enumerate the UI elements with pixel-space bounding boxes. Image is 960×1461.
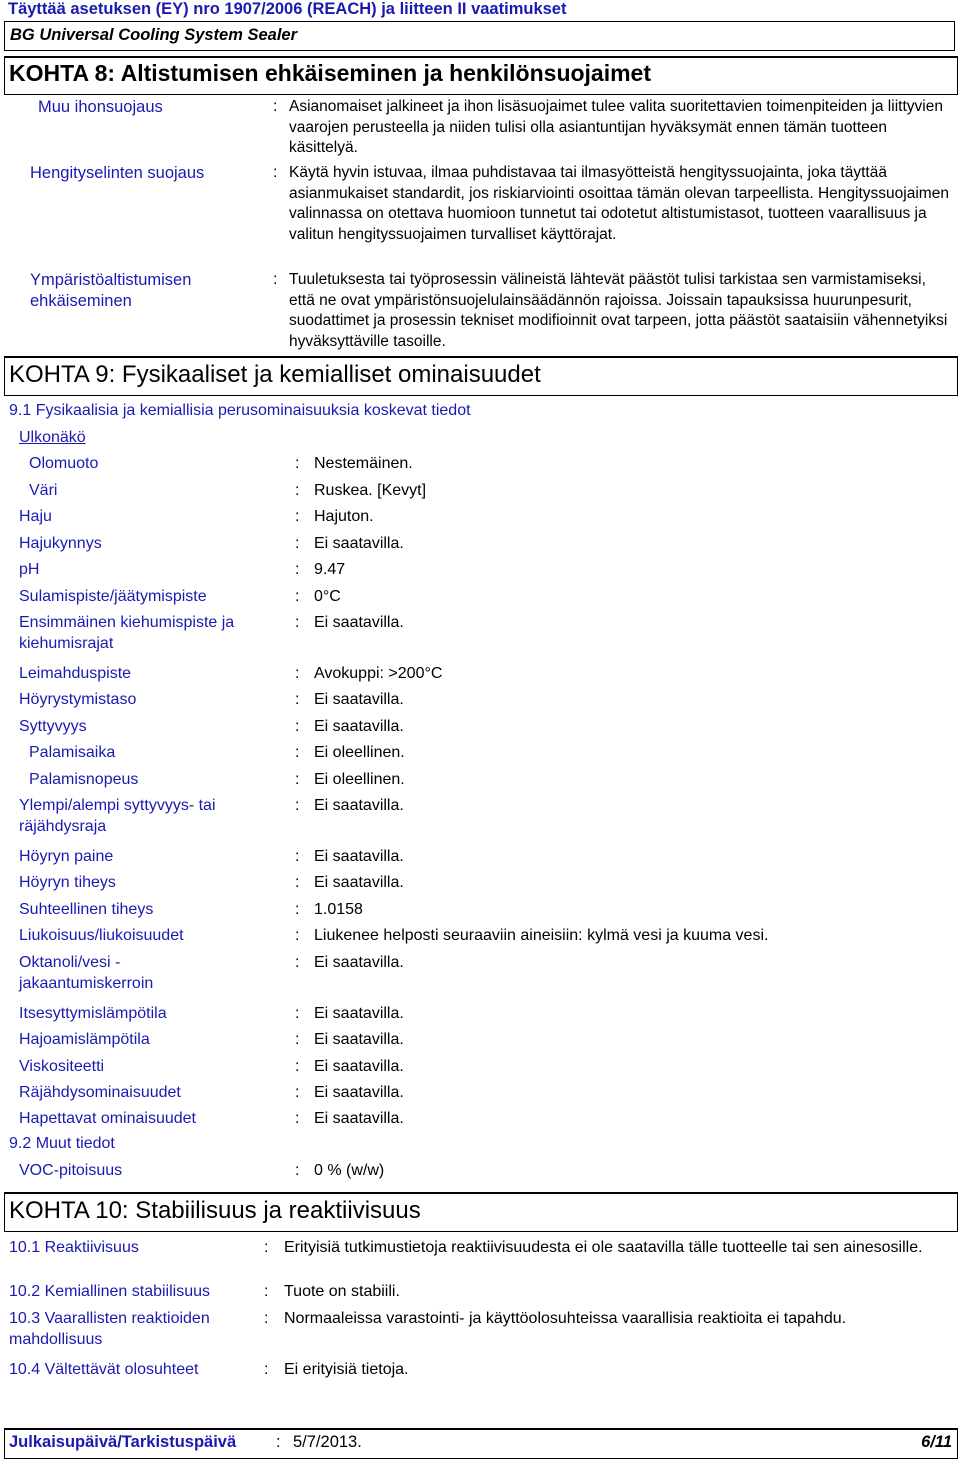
label-ph: pH [19, 561, 40, 578]
value-burning-rate: Ei oleellinen. [314, 771, 405, 788]
value-burning-time: Ei oleellinen. [314, 744, 405, 761]
colon: : [273, 271, 278, 288]
value-environmental-exposure: Tuuletuksesta tai työprosessin välineistä lähtevät päästöt tulisi tarkistaa sen varmistamiseksi, että ne ovat ympäristönsuojelulainsäädännön rajoissa. Joissain tapauksissa huurunpesurit, suodattimet ja prosessin tekniset modifioinnit ovat tarpeen, jotta päästöt saataisiin vähennetyiksi hyväksyttäville tasoille. [289, 271, 948, 350]
label-viscosity: Viskositeetti [19, 1058, 105, 1075]
colon: : [273, 98, 278, 115]
label-flammability: Syttyvyys [19, 718, 87, 735]
label-decomposition-temperature: Hajoamislämpötila [19, 1031, 150, 1048]
colon: : [295, 901, 300, 918]
colon: : [295, 1162, 300, 1179]
colon: : [295, 848, 300, 865]
label-environmental-exposure: Ympäristöaltistumisen ehkäiseminen [30, 271, 192, 310]
label-hazardous-reactions: 10.3 Vaarallisten reaktioiden mahdollisuus [9, 1310, 210, 1348]
colon: : [295, 718, 300, 735]
label-partition-coefficient: Oktanoli/vesi - jakaantumiskerroin [19, 954, 154, 992]
label-autoignition-temperature: Itsesyttymislämpötila [19, 1005, 167, 1022]
colon: : [295, 508, 300, 525]
value-explosion-limits: Ei saatavilla. [314, 797, 404, 814]
subsection-9-1: 9.1 Fysikaalisia ja kemiallisia perusominaisuuksia koskevat tiedot [9, 402, 471, 419]
value-vapor-density: Ei saatavilla. [314, 874, 404, 891]
label-oxidizing-properties: Hapettavat ominaisuudet [19, 1110, 196, 1127]
value-relative-density: 1.0158 [314, 901, 363, 918]
value-boiling-point: Ei saatavilla. [314, 614, 404, 631]
value-respiratory-protection: Käytä hyvin istuvaa, ilmaa puhdistavaa tai ilmasyötteistä hengityssuojainta, joka täyttää asianmukaiset standardit, jos riskiarviointi osoittaa tämän olevan tarpeellista. Hengityssuojaimen valinnassa on otettava huomioon tunnetut tai odotetut altistumistasot, tuotteen vaarallisuus ja valitun hengityssuojaimen turvalliset käyttörajat. [289, 164, 949, 243]
colon: : [295, 588, 300, 605]
colon: : [295, 1084, 300, 1101]
value-chemical-stability: Tuote on stabiili. [284, 1283, 400, 1300]
label-color: Väri [29, 482, 58, 499]
value-viscosity: Ei saatavilla. [314, 1058, 404, 1075]
product-name: BG Universal Cooling System Sealer [10, 26, 298, 44]
value-partition-coefficient: Ei saatavilla. [314, 954, 404, 971]
label-evaporation-rate: Höyrystymistaso [19, 691, 137, 708]
colon: : [276, 1433, 281, 1451]
label-explosive-properties: Räjähdysominaisuudet [19, 1084, 181, 1101]
colon: : [295, 482, 300, 499]
label-solubility: Liukoisuus/liukoisuudet [19, 927, 184, 944]
colon: : [295, 771, 300, 788]
revision-date: 5/7/2013. [293, 1433, 362, 1451]
section-10-title: KOHTA 10: Stabiilisuus ja reaktiivisuus [9, 1197, 421, 1224]
value-solubility: Liukenee helposti seuraaviin aineisiin: kylmä vesi ja kuuma vesi. [314, 927, 769, 944]
value-evaporation-rate: Ei saatavilla. [314, 691, 404, 708]
colon: : [295, 874, 300, 891]
label-odor: Haju [19, 508, 52, 525]
page-number: 6/11 [921, 1433, 952, 1451]
colon: : [264, 1239, 269, 1256]
regulation-title: Täyttää asetuksen (EY) nro 1907/2006 (REACH) ja liitteen II vaatimukset [8, 0, 567, 18]
value-odor-threshold: Ei saatavilla. [314, 535, 404, 552]
appearance-heading: Ulkonäkö [19, 429, 86, 446]
colon: : [295, 927, 300, 944]
value-hazardous-reactions: Normaaleissa varastointi- ja käyttöolosuhteissa vaarallisia reaktioita ei tapahdu. [284, 1310, 847, 1327]
colon: : [295, 744, 300, 761]
colon: : [264, 1283, 269, 1300]
value-conditions-to-avoid: Ei erityisiä tietoja. [284, 1361, 409, 1378]
value-decomposition-temperature: Ei saatavilla. [314, 1031, 404, 1048]
label-odor-threshold: Hajukynnys [19, 535, 102, 552]
value-form: Nestemäinen. [314, 455, 413, 472]
value-voc: 0 % (w/w) [314, 1162, 385, 1179]
colon: : [295, 1110, 300, 1127]
colon: : [295, 455, 300, 472]
value-reactivity: Erityisiä tutkimustietoja reaktiivisuudesta ei ole saatavilla tälle tuotteelle tai sen ainesosille. [284, 1239, 923, 1256]
value-autoignition-temperature: Ei saatavilla. [314, 1005, 404, 1022]
colon: : [295, 535, 300, 552]
label-vapor-pressure: Höyryn paine [19, 848, 114, 865]
colon: : [264, 1310, 269, 1327]
value-vapor-pressure: Ei saatavilla. [314, 848, 404, 865]
subsection-9-2: 9.2 Muut tiedot [9, 1135, 115, 1152]
section-9-title: KOHTA 9: Fysikaaliset ja kemialliset ominaisuudet [9, 361, 541, 388]
colon: : [295, 665, 300, 682]
value-odor: Hajuton. [314, 508, 374, 525]
colon: : [295, 614, 300, 631]
value-ph: 9.47 [314, 561, 346, 578]
revision-date-label: Julkaisupäivä/Tarkistuspäivä [9, 1433, 237, 1451]
label-form: Olomuoto [29, 455, 99, 472]
label-vapor-density: Höyryn tiheys [19, 874, 116, 891]
colon: : [295, 797, 300, 814]
label-explosion-limits: Ylempi/alempi syttyvyys- tai räjähdysraja [19, 797, 216, 835]
value-flash-point: Avokuppi: >200°C [314, 665, 443, 682]
colon: : [264, 1361, 269, 1378]
label-flash-point: Leimahduspiste [19, 665, 132, 682]
value-explosive-properties: Ei saatavilla. [314, 1084, 404, 1101]
colon: : [295, 1005, 300, 1022]
label-respiratory-protection: Hengityselinten suojaus [30, 164, 205, 182]
colon: : [295, 1031, 300, 1048]
label-boiling-point: Ensimmäinen kiehumispiste ja kiehumisrajat [19, 614, 235, 652]
colon: : [295, 1058, 300, 1075]
label-conditions-to-avoid: 10.4 Vältettävät olosuhteet [9, 1361, 199, 1378]
label-burning-time: Palamisaika [29, 744, 116, 761]
value-oxidizing-properties: Ei saatavilla. [314, 1110, 404, 1127]
value-color: Ruskea. [Kevyt] [314, 482, 427, 499]
section-8-title: KOHTA 8: Altistumisen ehkäiseminen ja henkilönsuojaimet [9, 60, 652, 86]
label-other-skin-protection: Muu ihonsuojaus [38, 98, 163, 116]
label-voc: VOC-pitoisuus [19, 1162, 123, 1179]
colon: : [295, 691, 300, 708]
value-melting-point: 0°C [314, 588, 341, 605]
label-relative-density: Suhteellinen tiheys [19, 901, 154, 918]
value-flammability: Ei saatavilla. [314, 718, 404, 735]
colon: : [295, 561, 300, 578]
colon: : [295, 954, 300, 971]
value-other-skin-protection: Asianomaiset jalkineet ja ihon lisäsuojaimet tulee valita suoritettavien toimenpiteiden ja liittyvien vaarojen perusteella ja niiden tulisi olla asiantuntijan hyväksymät ennen tämän tuotteen käsittelyä. [289, 98, 943, 156]
label-melting-point: Sulamispiste/jäätymispiste [19, 588, 207, 605]
label-reactivity: 10.1 Reaktiivisuus [9, 1239, 139, 1256]
colon: : [273, 164, 278, 181]
label-chemical-stability: 10.2 Kemiallinen stabiilisuus [9, 1283, 210, 1300]
label-burning-rate: Palamisnopeus [29, 771, 139, 788]
